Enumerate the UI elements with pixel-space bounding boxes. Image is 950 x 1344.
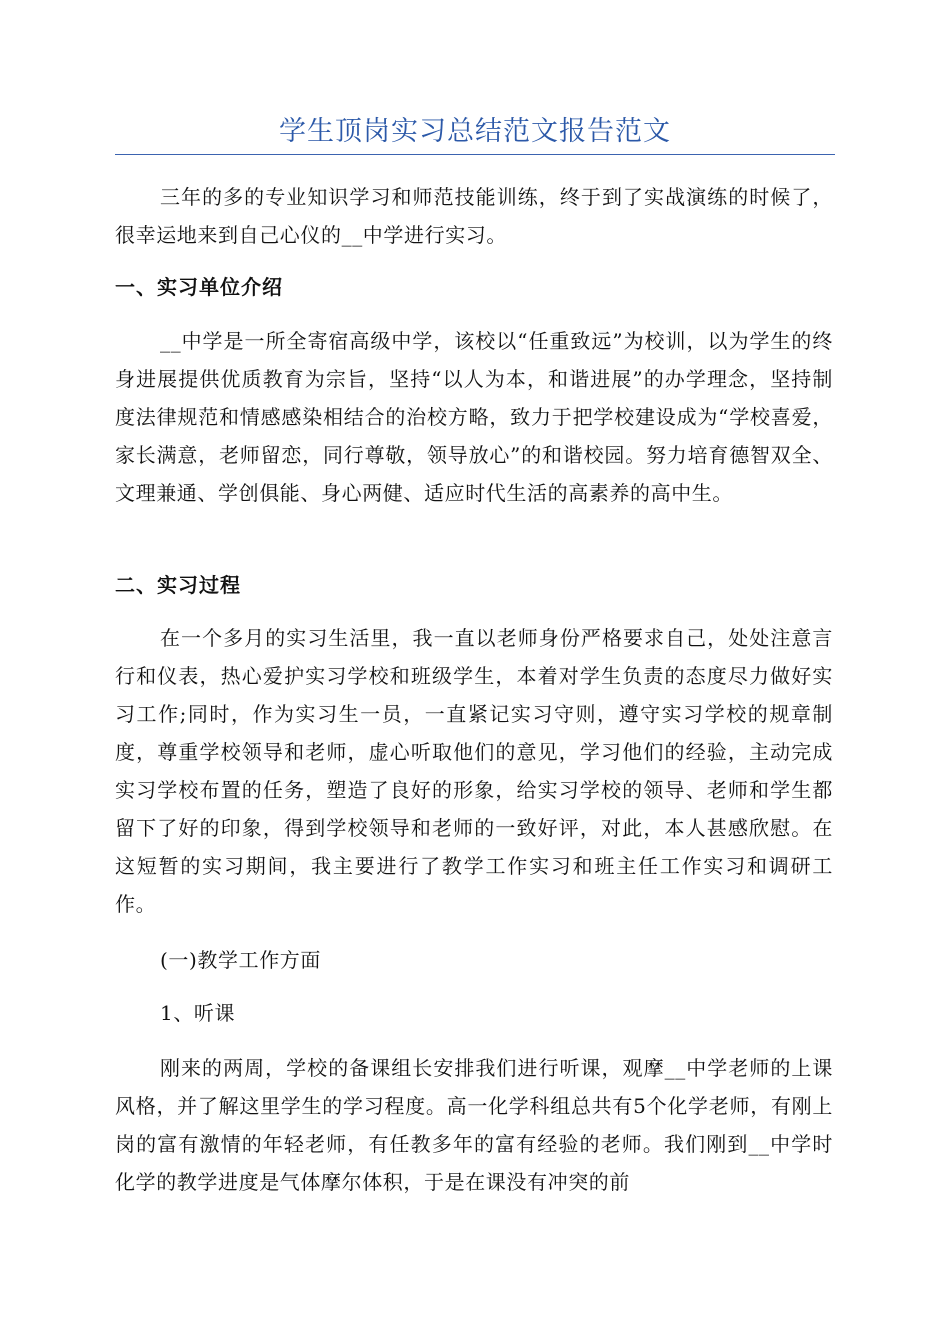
intro-paragraph: 三年的多的专业知识学习和师范技能训练，终于到了实战演练的时候了，很幸运地来到自己心仪的__中学进行实习。 [115, 185, 833, 247]
section-heading-unit-intro: 一、实习单位介绍 [115, 275, 283, 299]
section-heading-process: 二、实习过程 [115, 573, 241, 597]
title-underline [115, 154, 835, 155]
unit-intro-paragraph: __中学是一所全寄宿高级中学，该校以“任重致远”为校训，以为学生的终身进展提供优质教育为宗旨，坚持“以人为本，和谐进展”的办学理念，坚持制度法律规范和情感感染相结合的治校方略，致力于把学校建设成为“学校喜爱，家长满意，老师留恋，同行尊敬，领导放心”的和谐校园。努力培育德智双全、文理兼通、学创俱能、身心两健、适应时代生活的高素养的高中生。 [115, 329, 833, 505]
subheading-teaching: (一)教学工作方面 [160, 948, 322, 972]
listening-paragraph: 刚来的两周，学校的备课组长安排我们进行听课，观摩__中学老师的上课风格，并了解这里学生的学习程度。高一化学科组总共有5个化学老师，有刚上岗的富有激情的年轻老师，有任教多年的富有经验的老师。我们刚到__中学时化学的教学进度是气体摩尔体积，于是在课没有冲突的前 [115, 1056, 833, 1194]
document-title: 学生顶岗实习总结范文报告范文 [279, 116, 671, 147]
process-paragraph: 在一个多月的实习生活里，我一直以老师身份严格要求自己，处处注意言行和仪表，热心爱护实习学校和班级学生，本着对学生负责的态度尽力做好实习工作;同时，作为实习生一员，一直紧记实习守则，遵守实习学校的规章制度，尊重学校领导和老师，虚心听取他们的意见，学习他们的经验，主动完成实习学校布置的任务，塑造了良好的形象，给实习学校的领导、老师和学生都留下了好的印象，得到学校领导和老师的一致好评，对此，本人甚感欣慰。在这短暂的实习期间，我主要进行了教学工作实习和班主任工作实习和调研工作。 [115, 626, 833, 916]
item-listening: 1、听课 [160, 1001, 236, 1025]
